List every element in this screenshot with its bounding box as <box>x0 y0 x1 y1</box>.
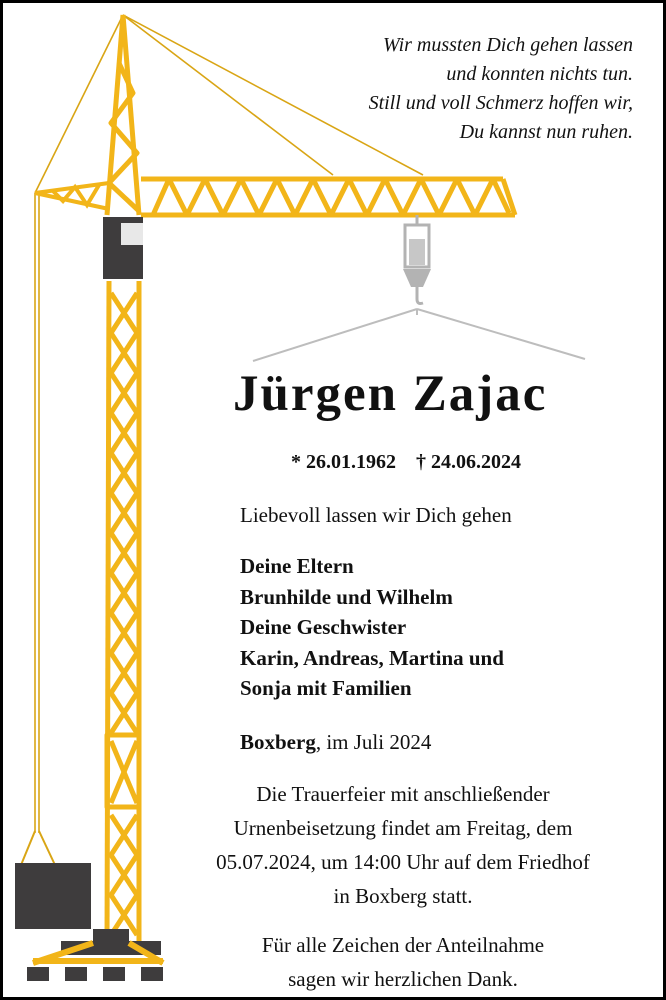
thanks-line: Für alle Zeichen der Anteilnahme <box>261 933 545 957</box>
poem-line: Du kannst nun ruhen. <box>459 121 633 143</box>
death-date: † 24.06.2024 <box>416 451 521 473</box>
mourner-line: Deine Eltern <box>240 554 354 578</box>
poem <box>273 31 633 147</box>
deceased-name: Jürgen Zajac <box>233 366 548 422</box>
mourner-line: Karin, Andreas, Martina und <box>240 645 504 670</box>
mourners-list <box>240 551 504 704</box>
life-dates <box>291 451 521 474</box>
farewell-line: Liebevoll lassen wir Dich gehen <box>240 503 512 527</box>
poem-line: Still und voll Schmerz hoffen wir, <box>368 92 633 114</box>
mourner-line: Brunhilde und Wilhelm <box>240 584 453 609</box>
service-line: Urnenbeisetzung findet am Freitag, dem <box>233 816 573 840</box>
place-date-text: , im Juli 2024 <box>315 730 432 754</box>
mourner-line: Deine Geschwister <box>240 615 407 639</box>
thanks-line: sagen wir herzlichen Dank. <box>288 967 518 991</box>
place-name: Boxberg <box>240 730 316 754</box>
poem-line: und konnten nichts tun. <box>446 63 633 85</box>
service-line: 05.07.2024, um 14:00 Uhr auf dem Friedhof <box>216 850 590 874</box>
poem-line: Wir mussten Dich gehen lassen <box>383 34 633 56</box>
funeral-service-info <box>153 777 653 913</box>
service-line: in Boxberg statt. <box>333 884 473 908</box>
birth-date: * 26.01.1962 <box>291 451 396 473</box>
place-date <box>240 730 431 755</box>
mourner-line: Sonja mit Familien <box>240 676 412 700</box>
service-line: Die Trauerfeier mit anschließender <box>256 782 550 806</box>
thanks-note <box>153 928 653 996</box>
